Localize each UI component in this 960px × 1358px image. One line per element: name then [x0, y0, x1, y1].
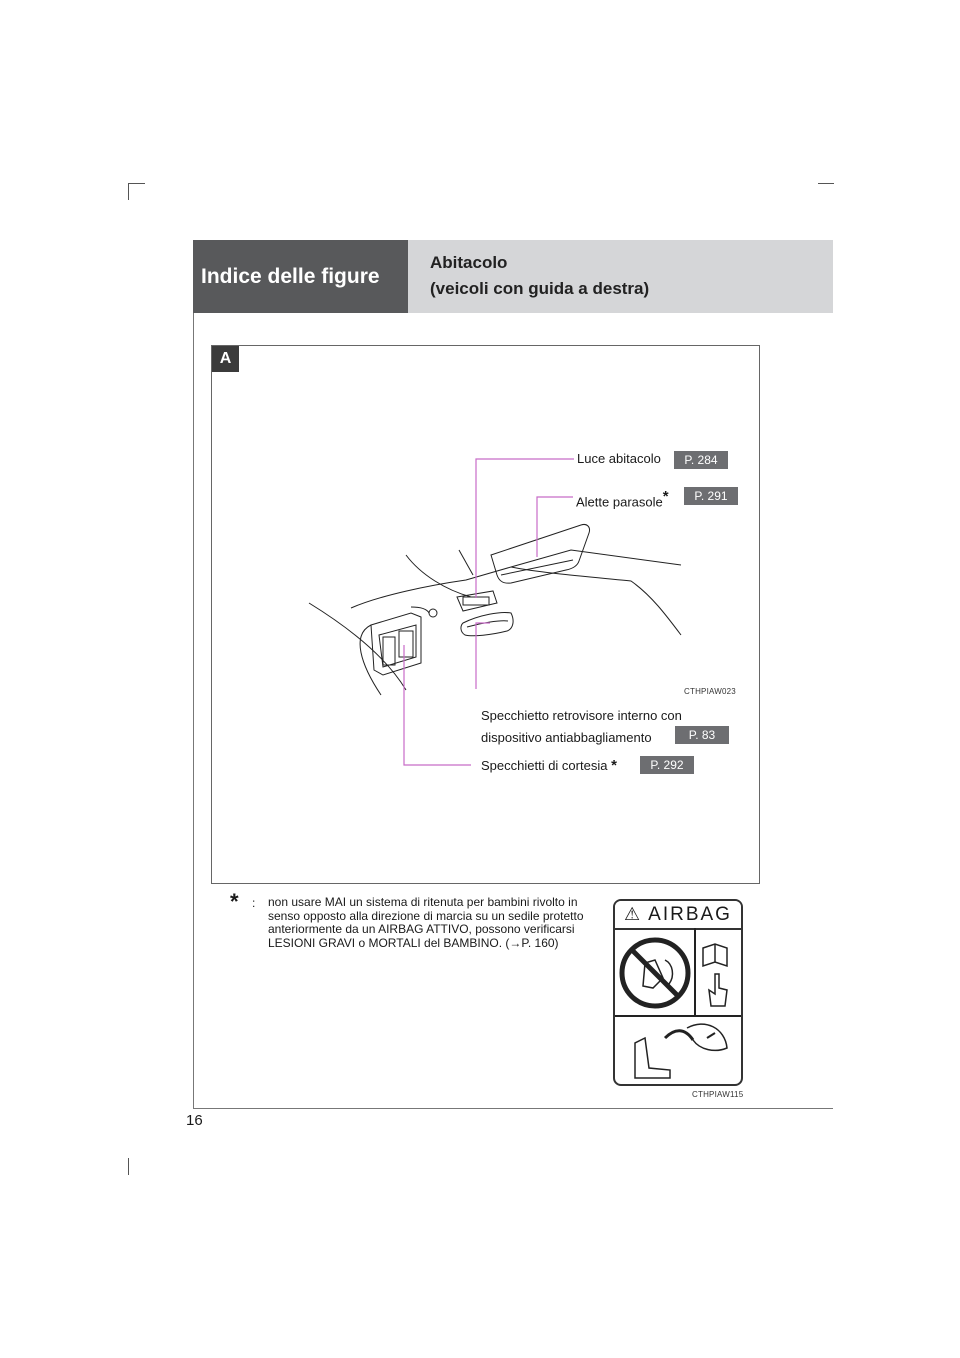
footnote-text: non usare MAI un sistema di ritenuta per bambini rivolto in senso opposto alla direzione di marcia su un sedile protetto anteriormente da un AIRBAG ATTIVO, possono verificarsi LESIONI GRAVI o MORTALI del BAMBINO. (→P. 160)	[268, 895, 584, 950]
warning-triangle-icon: ⚠	[624, 904, 643, 924]
figure-code: CTHPIAW023	[684, 687, 736, 696]
figure-badge: A	[212, 346, 239, 372]
section-label: Indice delle figure	[193, 240, 408, 313]
page-ref-badge[interactable]: P. 83	[675, 726, 729, 744]
crop-mark	[128, 1158, 129, 1175]
page-ref-badge[interactable]: P. 284	[674, 451, 728, 469]
margin-rule	[193, 313, 194, 1109]
cabin-illustration	[211, 345, 760, 884]
title-line-2: (veicoli con guida a destra)	[430, 279, 650, 298]
page-ref-badge[interactable]: P. 292	[640, 756, 694, 774]
page-number: 16	[186, 1112, 203, 1129]
footnote-colon: :	[252, 896, 256, 910]
callout-rearview-mirror	[481, 705, 682, 749]
callout-label: Specchietti di cortesia	[481, 758, 608, 773]
callout-dome-light	[577, 451, 661, 466]
airbag-pictograms	[615, 928, 741, 1084]
callout-label-line-2: dispositivo antiabbagliamento	[481, 730, 652, 745]
airbag-warning-label	[613, 899, 743, 1086]
crop-mark	[818, 183, 834, 184]
crop-mark	[128, 183, 129, 200]
callout-vanity-mirrors	[481, 757, 617, 774]
callout-label-line-1: Specchietto retrovisore interno con	[481, 708, 682, 723]
page-ref-badge[interactable]: P. 291	[684, 487, 738, 505]
crop-mark	[128, 183, 145, 184]
asterisk-mark: *	[611, 757, 617, 774]
page-title	[430, 250, 649, 302]
callout-label: Luce abitacolo	[577, 451, 661, 466]
airbag-label-header	[615, 901, 741, 930]
footer-rule	[193, 1108, 833, 1109]
footnote-marker: *	[230, 889, 239, 914]
airbag-title: AIRBAG	[648, 903, 732, 925]
title-line-1: Abitacolo	[430, 253, 508, 272]
callout-sun-visors	[576, 488, 669, 509]
airbag-code: CTHPIAW115	[692, 1090, 744, 1099]
asterisk-mark: *	[662, 488, 669, 505]
callout-label: Alette parasole	[576, 494, 663, 510]
